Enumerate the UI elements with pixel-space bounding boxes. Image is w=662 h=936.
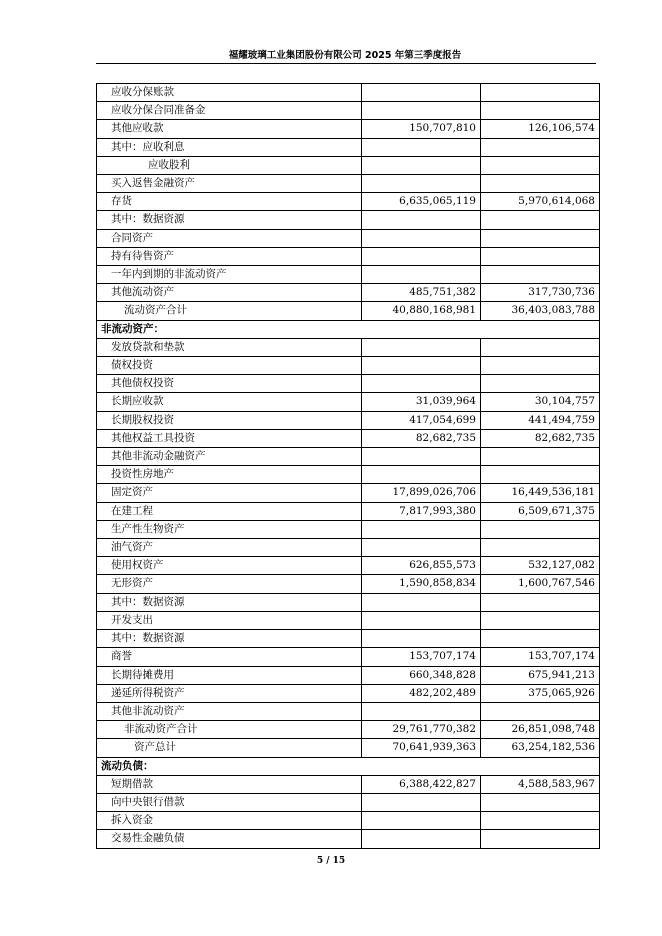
table-row (97, 266, 600, 284)
table-row (97, 84, 600, 102)
row-value-prior: 1,600,767,546 (481, 575, 600, 593)
row-value-prior (481, 702, 600, 720)
row-value-prior (481, 266, 600, 284)
row-value-prior (481, 466, 600, 484)
row-value-prior (481, 175, 600, 193)
table-row (97, 229, 600, 247)
table-row (97, 302, 600, 320)
row-label: 债权投资 (97, 357, 362, 375)
row-label: 无形资产 (97, 575, 362, 593)
row-value-prior: 26,851,098,748 (481, 721, 600, 739)
row-value-current (362, 611, 481, 629)
row-value-current (362, 156, 481, 174)
row-value-current (362, 266, 481, 284)
table-row (97, 593, 600, 611)
table-row (97, 175, 600, 193)
row-label: 流动资产合计 (97, 302, 362, 320)
row-label: 开发支出 (97, 611, 362, 629)
table-row (97, 775, 600, 793)
row-label: 非流动资产合计 (97, 721, 362, 739)
table-row (97, 520, 600, 538)
row-label: 商誉 (97, 648, 362, 666)
table-row (97, 120, 600, 138)
table-row (97, 102, 600, 120)
table-row (97, 702, 600, 720)
row-label: 应收股利 (97, 156, 362, 174)
row-value-prior: 16,449,536,181 (481, 484, 600, 502)
row-value-current (362, 539, 481, 557)
row-value-current: 626,855,573 (362, 557, 481, 575)
row-label: 长期应收款 (97, 393, 362, 411)
row-value-prior (481, 448, 600, 466)
row-label: 油气资产 (97, 539, 362, 557)
row-label: 固定资产 (97, 484, 362, 502)
row-label: 其中：数据资源 (97, 630, 362, 648)
table-row (97, 739, 600, 757)
table-row (97, 211, 600, 229)
row-value-current (362, 593, 481, 611)
row-label: 资产总计 (97, 739, 362, 757)
row-label: 其他非流动金融资产 (97, 448, 362, 466)
table-row (97, 357, 600, 375)
row-label: 长期待摊费用 (97, 666, 362, 684)
row-value-prior (481, 357, 600, 375)
table-row (97, 502, 600, 520)
row-label: 其中：数据资源 (97, 593, 362, 611)
row-value-current: 153,707,174 (362, 648, 481, 666)
row-label: 其他债权投资 (97, 375, 362, 393)
row-value-current: 31,039,964 (362, 393, 481, 411)
row-value-current (362, 812, 481, 830)
row-value-current: 660,348,828 (362, 666, 481, 684)
row-label: 持有待售资产 (97, 247, 362, 265)
row-value-prior (481, 138, 600, 156)
table-row (97, 539, 600, 557)
row-value-current: 6,388,422,827 (362, 775, 481, 793)
table-row (97, 284, 600, 302)
row-value-current: 7,817,993,380 (362, 502, 481, 520)
row-label: 应收分保合同准备金 (97, 102, 362, 120)
row-label: 其他权益工具投资 (97, 429, 362, 447)
row-value-prior: 317,730,736 (481, 284, 600, 302)
table-row (97, 648, 600, 666)
row-label: 向中央银行借款 (97, 793, 362, 811)
row-value-prior (481, 520, 600, 538)
row-label: 拆入资金 (97, 812, 362, 830)
row-value-prior (481, 229, 600, 247)
row-value-current (362, 84, 481, 102)
row-value-prior: 30,104,757 (481, 393, 600, 411)
table-row (97, 338, 600, 356)
table-row (97, 557, 600, 575)
row-value-prior (481, 247, 600, 265)
row-value-prior: 36,403,083,788 (481, 302, 600, 320)
table-row (97, 793, 600, 811)
section-heading: 非流动资产： (97, 320, 600, 338)
row-value-current (362, 211, 481, 229)
table-row (97, 466, 600, 484)
row-value-current: 6,635,065,119 (362, 193, 481, 211)
row-value-prior: 82,682,735 (481, 429, 600, 447)
row-value-prior (481, 611, 600, 629)
table-row (97, 448, 600, 466)
table-row (97, 393, 600, 411)
row-value-current: 485,751,382 (362, 284, 481, 302)
row-value-prior: 126,106,574 (481, 120, 600, 138)
table-row (97, 375, 600, 393)
row-label: 短期借款 (97, 775, 362, 793)
row-value-current (362, 630, 481, 648)
row-value-current: 40,880,168,981 (362, 302, 481, 320)
table-row (97, 156, 600, 174)
row-value-current (362, 247, 481, 265)
table-row (97, 411, 600, 429)
row-value-current (362, 375, 481, 393)
row-value-current: 150,707,810 (362, 120, 481, 138)
row-label: 发放贷款和垫款 (97, 338, 362, 356)
row-value-prior: 375,065,926 (481, 684, 600, 702)
table-row (97, 138, 600, 156)
row-label: 在建工程 (97, 502, 362, 520)
table-row (97, 630, 600, 648)
row-value-prior: 63,254,182,536 (481, 739, 600, 757)
row-label: 其他流动资产 (97, 284, 362, 302)
row-value-current: 17,899,026,706 (362, 484, 481, 502)
row-value-current (362, 138, 481, 156)
table-section-row (97, 320, 600, 338)
row-value-prior: 6,509,671,375 (481, 502, 600, 520)
row-value-current (362, 229, 481, 247)
page-number: 5 / 15 (316, 856, 346, 866)
row-value-prior (481, 812, 600, 830)
row-value-current (362, 520, 481, 538)
row-value-current (362, 466, 481, 484)
row-value-prior (481, 102, 600, 120)
row-label: 应收分保账款 (97, 84, 362, 102)
row-value-current (362, 448, 481, 466)
row-value-prior (481, 84, 600, 102)
row-label: 递延所得税资产 (97, 684, 362, 702)
row-value-prior (481, 539, 600, 557)
row-value-prior: 4,588,583,967 (481, 775, 600, 793)
page-header-title: 福耀玻璃工业集团股份有限公司 2025 年第三季度报告 (228, 50, 462, 61)
row-value-prior: 675,941,213 (481, 666, 600, 684)
header-divider (96, 63, 596, 64)
row-value-prior (481, 156, 600, 174)
row-value-prior (481, 630, 600, 648)
row-label: 其他应收款 (97, 120, 362, 138)
table-row (97, 830, 600, 848)
row-label: 交易性金融负债 (97, 830, 362, 848)
table-row (97, 611, 600, 629)
row-label: 投资性房地产 (97, 466, 362, 484)
row-label: 其中：应收利息 (97, 138, 362, 156)
table-row (97, 684, 600, 702)
row-value-current (362, 830, 481, 848)
table-body (97, 84, 600, 849)
balance-sheet-table (96, 83, 600, 849)
row-value-current: 1,590,858,834 (362, 575, 481, 593)
row-value-prior (481, 793, 600, 811)
row-value-current (362, 102, 481, 120)
row-value-current (362, 357, 481, 375)
row-label: 生产性生物资产 (97, 520, 362, 538)
row-value-current (362, 175, 481, 193)
row-label: 其中：数据资源 (97, 211, 362, 229)
row-value-prior (481, 830, 600, 848)
row-value-prior (481, 593, 600, 611)
row-value-current (362, 338, 481, 356)
table-row (97, 429, 600, 447)
row-value-prior: 532,127,082 (481, 557, 600, 575)
table-section-row (97, 757, 600, 775)
row-label: 存货 (97, 193, 362, 211)
row-value-current: 417,054,699 (362, 411, 481, 429)
row-label: 买入返售金融资产 (97, 175, 362, 193)
table-row (97, 247, 600, 265)
table-row (97, 484, 600, 502)
row-value-current (362, 793, 481, 811)
table-row (97, 666, 600, 684)
row-value-prior: 5,970,614,068 (481, 193, 600, 211)
table-row (97, 812, 600, 830)
row-value-prior (481, 211, 600, 229)
row-value-current: 29,761,770,382 (362, 721, 481, 739)
table-row (97, 193, 600, 211)
row-value-current (362, 702, 481, 720)
row-value-prior (481, 338, 600, 356)
row-value-current: 70,641,939,363 (362, 739, 481, 757)
table-row (97, 575, 600, 593)
row-value-prior (481, 375, 600, 393)
section-heading: 流动负债： (97, 757, 600, 775)
row-value-prior: 153,707,174 (481, 648, 600, 666)
row-value-prior: 441,494,759 (481, 411, 600, 429)
row-label: 长期股权投资 (97, 411, 362, 429)
row-label: 使用权资产 (97, 557, 362, 575)
row-label: 其他非流动资产 (97, 702, 362, 720)
row-label: 合同资产 (97, 229, 362, 247)
row-value-current: 82,682,735 (362, 429, 481, 447)
table-row (97, 721, 600, 739)
row-label: 一年内到期的非流动资产 (97, 266, 362, 284)
row-value-current: 482,202,489 (362, 684, 481, 702)
